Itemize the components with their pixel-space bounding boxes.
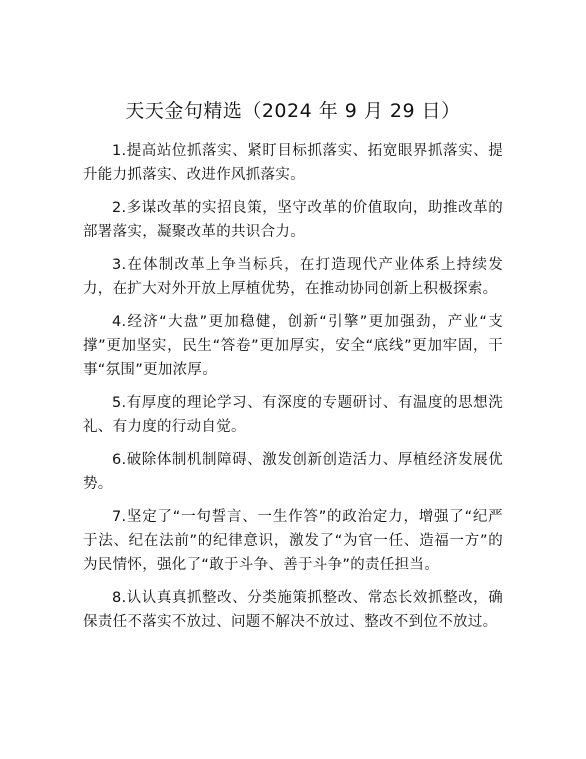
paragraph-5: 5.有厚度的理论学习、有深度的专题研讨、有温度的思想洗礼、有力度的行动自觉。 xyxy=(83,395,503,435)
paragraph-3: 3.在体制改革上争当标兵，在打造现代产业体系上持续发力，在扩大对外开放上厚植优势，在推动协同创新上积极探索。 xyxy=(83,257,503,297)
document-body xyxy=(83,139,503,643)
paragraph-4: 4.经济“大盘”更加稳健，创新“引擎”更加强劲，产业“支撑”更加坚实，民生“答卷”更加厚实，安全“底线”更加牢固，干事“氛围”更加浓厚。 xyxy=(83,314,503,378)
document-title: 天天金句精选（2024 年 9 月 29 日） xyxy=(125,100,461,122)
paragraph-8: 8.认认真真抓整改、分类施策抓整改、常态长效抓整改，确保责任不落实不放过、问题不解决不放过、整改不到位不放过。 xyxy=(83,590,503,630)
paragraph-2: 2.多谋改革的实招良策，坚守改革的价值取向，助推改革的部署落实，凝聚改革的共识合力。 xyxy=(83,200,503,240)
paragraph-6: 6.破除体制机制障碍、激发创新创造活力、厚植经济发展优势。 xyxy=(83,452,503,492)
paragraph-7: 7.坚定了“一句誓言、一生作答”的政治定力，增强了“纪严于法、纪在法前”的纪律意识，激发了“为官一任、造福一方”的为民情怀，强化了“敢于斗争、善于斗争”的责任担当。 xyxy=(83,509,503,573)
paragraph-1: 1.提高站位抓落实、紧盯目标抓落实、拓宽眼界抓落实、提升能力抓落实、改进作风抓落实。 xyxy=(83,143,503,183)
